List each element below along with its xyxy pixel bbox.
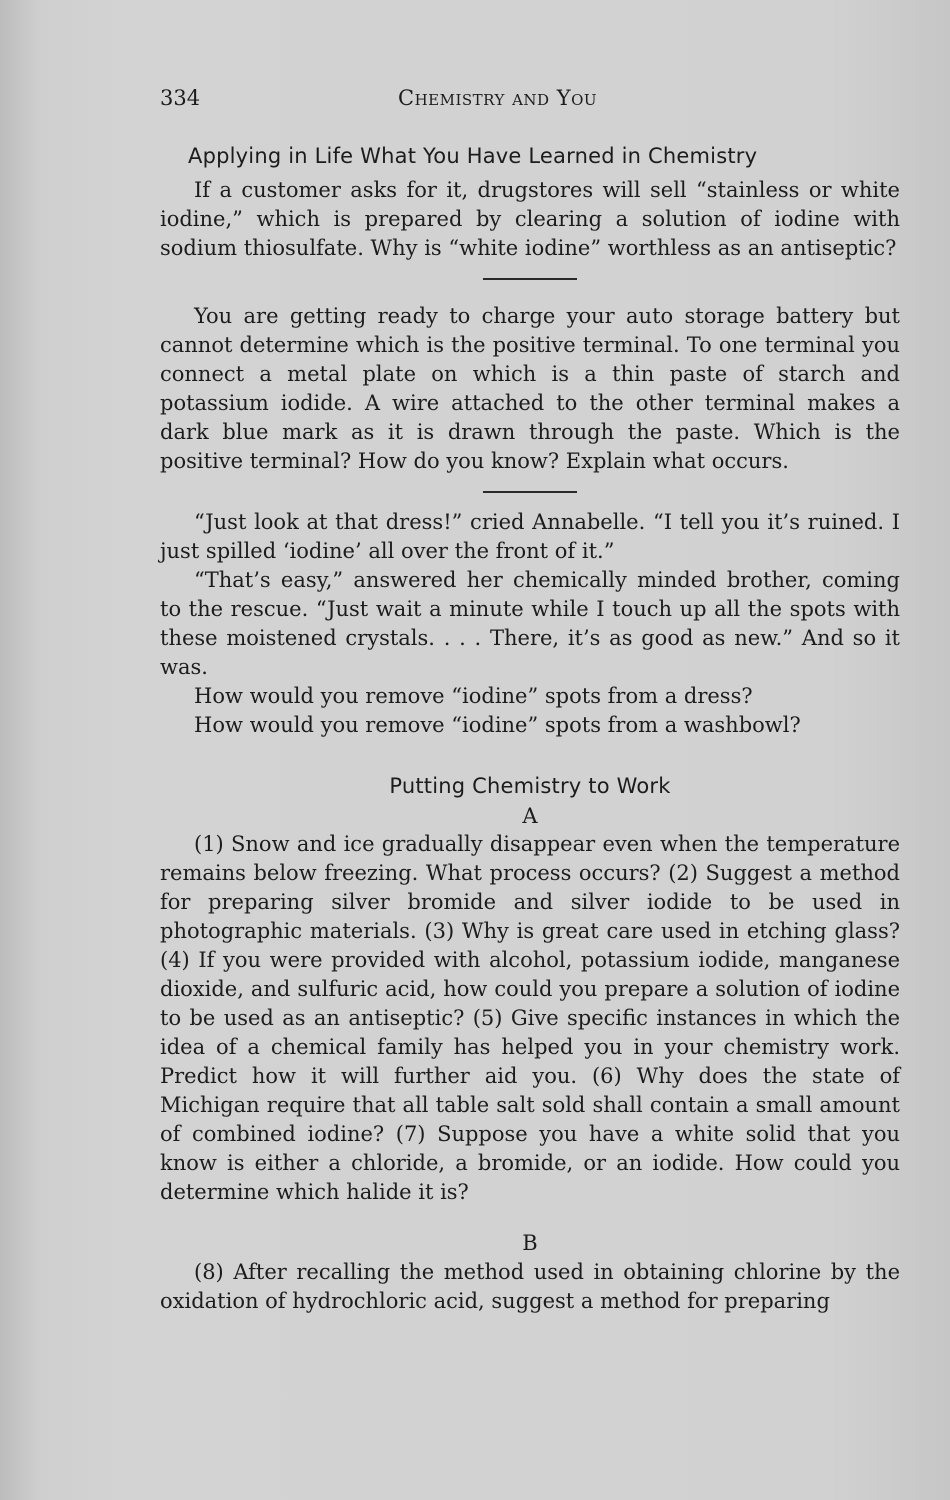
running-title: Chemistry and You	[398, 86, 598, 110]
section-heading-putting-to-work: Putting Chemistry to Work	[389, 774, 671, 798]
divider-rule	[483, 491, 577, 493]
section-heading-applying: Applying in Life What You Have Learned in Chemistry	[188, 144, 758, 168]
page-content	[160, 140, 900, 1316]
page-number: 334	[160, 86, 201, 110]
part-a-questions: (1) Snow and ice gradually disappear even when the temperature remains below freezing. What process occurs? (2) Suggest a method for preparing silver bromide and silver iodide to be used in photographic materials. (3) Why is great care used in etching glass? (4) If you were provided with alcohol, potassium iodide, manganese dioxide, and sulfuric acid, how could you prepare a solution of iodine to be used as an antiseptic? (5) Give specific instances in which the idea of a chemical family has helped you in your chemistry work. Predict how it will further aid you. (6) Why does the state of Michigan require that all table salt sold shall contain a small amount of combined iodine? (7) Suppose you have a white solid that you know is either a chloride, a bromide, or an iodide. How could you determine which halide it is?	[160, 832, 900, 1204]
paragraph-battery-terminal: You are getting ready to charge your auto storage battery but cannot determine which is the positive terminal. To one terminal you connect a metal plate on which is a thin paste of starch and potassium iodide. A wire attached to the other terminal makes a dark blue mark as it is drawn through the paste. Which is the positive terminal? How do you know? Explain what occurs.	[160, 304, 900, 473]
page-header	[160, 86, 900, 116]
spacer	[160, 740, 900, 770]
question-washbowl-spots: How would you remove “iodine” spots from a washbowl?	[194, 713, 801, 737]
divider-rule	[483, 278, 577, 280]
paragraph-brother-rescue: “That’s easy,” answered her chemically minded brother, coming to the rescue. “Just wait a minute while I touch up all the spots with these moistened crystals. . . . There, it’s as good as new.” And so it was.	[160, 568, 900, 679]
part-a-label: A	[522, 804, 538, 828]
question-dress-spots: How would you remove “iodine” spots from a dress?	[194, 684, 753, 708]
paragraph-annabelle-dress: “Just look at that dress!” cried Annabelle. “I tell you it’s ruined. I just spilled ‘iodine’ all over the front of it.”	[160, 510, 900, 563]
paragraph-white-iodine: If a customer asks for it, drugstores will sell “stainless or white iodine,” which is prepared by clearing a solution of iodine with sodium thiosulfate. Why is “white iodine” worthless as an antiseptic?	[160, 178, 900, 260]
part-b-questions: (8) After recalling the method used in obtaining chlorine by the oxidation of hydrochloric acid, suggest a method for preparing	[160, 1260, 900, 1313]
part-b-label: B	[522, 1231, 538, 1255]
